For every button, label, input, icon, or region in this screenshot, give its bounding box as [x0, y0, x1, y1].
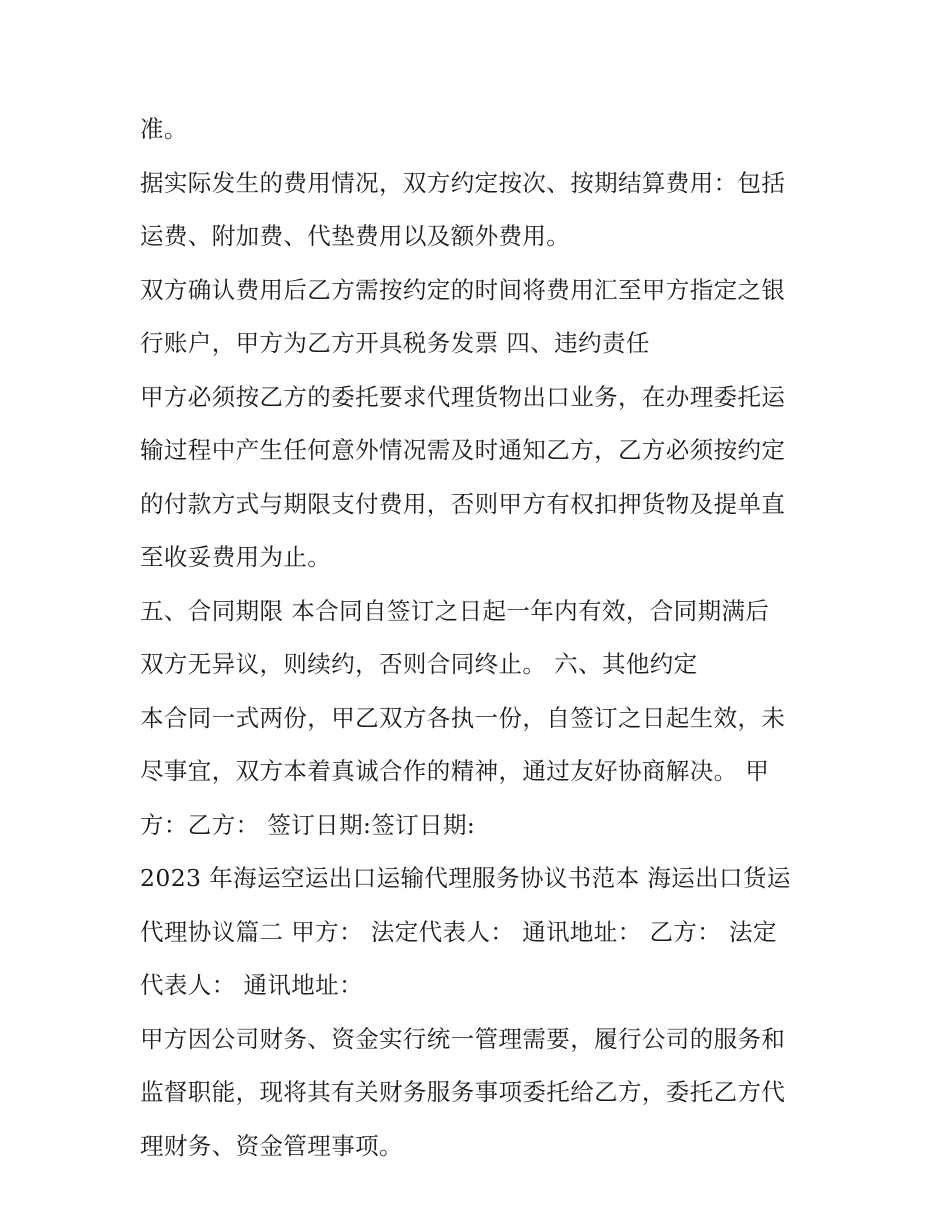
text-line: 代理协议篇二 甲方： 法定代表人： 通讯地址： 乙方： 法定 — [140, 917, 777, 946]
text-line: 准。 — [140, 115, 188, 143]
text-line: 五、合同期限 本合同自签订之日起一年内有效，合同期满后 — [140, 596, 770, 625]
text-line: 行账户，甲方为乙方开具税务发票 四、违约责任 — [140, 329, 650, 357]
text-line: 2023 年海运空运出口运输代理服务协议书范本 海运出口货运 — [140, 864, 791, 892]
text-line: 据实际发生的费用情况，双方约定按次、按期结算费用：包括 — [140, 168, 786, 197]
document-body — [140, 103, 820, 1173]
text-line: 运费、附加费、代垫费用以及额外费用。 — [140, 222, 571, 250]
text-line: 的付款方式与期限支付费用，否则甲方有权扣押货物及提单直 — [140, 489, 786, 518]
text-line: 双方确认费用后乙方需按约定的时间将费用汇至甲方指定之银 — [140, 275, 786, 304]
text-line: 尽事宜，双方本着真诚合作的精神，通过友好协商解决。 甲 — [140, 757, 770, 785]
text-line: 理财务、资金管理事项。 — [140, 1131, 403, 1160]
text-line: 代表人： 通讯地址： — [140, 971, 363, 999]
text-line: 输过程中产生任何意外情况需及时通知乙方，乙方必须按约定 — [140, 436, 786, 464]
text-line: 至收妥费用为止。 — [140, 543, 332, 571]
text-line: 方：乙方： 签订日期:签订日期: — [140, 810, 476, 839]
text-line: 本合同一式两份，甲乙双方各执一份，自签订之日起生效，未 — [140, 703, 786, 732]
text-line: 甲方因公司财务、资金实行统一管理需要，履行公司的服务和 — [140, 1024, 786, 1053]
text-line: 双方无异议，则续约，否则合同终止。 六、其他约定 — [140, 650, 698, 678]
text-line: 甲方必须按乙方的委托要求代理货物出口业务，在办理委托运 — [140, 382, 786, 411]
text-line: 监督职能，现将其有关财务服务事项委托给乙方，委托乙方代 — [140, 1078, 786, 1106]
